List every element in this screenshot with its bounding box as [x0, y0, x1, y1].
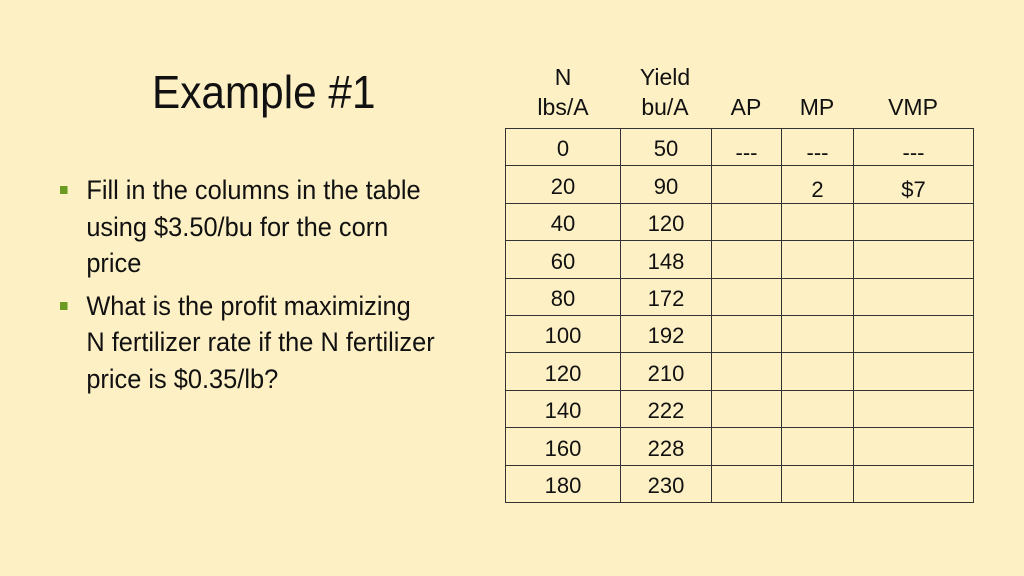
cell-mp [782, 465, 854, 502]
header-mp: MP [799, 94, 835, 120]
header-n-line2: lbs/A [537, 94, 589, 120]
cell-n: 0 [506, 129, 621, 166]
bullet-text: Fill in the columns in the table using $3.50/bu for the corn price [86, 175, 421, 278]
header-ap: AP [730, 94, 762, 120]
cell-mp: --- [782, 129, 854, 166]
cell-yield: 50 [621, 129, 712, 166]
cell-ap [712, 166, 782, 203]
cell-ap [712, 465, 782, 502]
cell-yield: 230 [621, 465, 712, 502]
cell-ap [712, 203, 782, 240]
cell-vmp [854, 278, 974, 315]
cell-ap [712, 428, 782, 465]
cell-vmp: $7 [854, 166, 974, 203]
bullet-item [60, 288, 436, 398]
cell-n: 180 [506, 465, 621, 502]
table-row [506, 353, 974, 390]
cell-n: 100 [506, 315, 621, 352]
bullet-item [60, 172, 436, 282]
cell-yield: 148 [621, 241, 712, 278]
cell-n: 20 [506, 166, 621, 203]
cell-ap [712, 353, 782, 390]
table-row [506, 203, 974, 240]
table-row [506, 315, 974, 352]
table-row [506, 278, 974, 315]
header-yield [620, 62, 710, 122]
cell-ap [712, 390, 782, 427]
cell-vmp [854, 390, 974, 427]
cell-n: 140 [506, 390, 621, 427]
cell-vmp [854, 203, 974, 240]
cell-vmp [854, 428, 974, 465]
table-row [506, 166, 974, 203]
cell-vmp [854, 315, 974, 352]
cell-n: 120 [506, 353, 621, 390]
cell-mp [782, 241, 854, 278]
cell-yield: 210 [621, 353, 712, 390]
cell-yield: 90 [621, 166, 712, 203]
square-bullet-icon [60, 302, 68, 310]
cell-yield: 120 [621, 203, 712, 240]
cell-mp: 2 [782, 166, 854, 203]
bullet-text: What is the profit maximizing N fertilizer rate if the N fertilizer price is $0.35/lb? [86, 290, 435, 394]
table-row [506, 129, 974, 166]
cell-mp [782, 428, 854, 465]
slide-title: Example #1 [152, 66, 376, 118]
cell-vmp [854, 465, 974, 502]
cell-vmp: --- [854, 129, 974, 166]
cell-mp [782, 390, 854, 427]
header-yield-line1: Yield [639, 64, 691, 90]
cell-yield: 222 [621, 390, 712, 427]
cell-ap [712, 241, 782, 278]
cell-mp [782, 315, 854, 352]
cell-n: 60 [506, 241, 621, 278]
cell-ap [712, 315, 782, 352]
table-row [506, 390, 974, 427]
header-n-line1: N [554, 64, 572, 90]
cell-mp [782, 353, 854, 390]
square-bullet-icon [60, 186, 68, 194]
table-body [506, 129, 974, 503]
header-vmp: VMP [888, 94, 938, 120]
cell-ap: --- [712, 129, 782, 166]
table-row [506, 465, 974, 502]
data-table [505, 128, 974, 503]
cell-vmp [854, 353, 974, 390]
cell-yield: 192 [621, 315, 712, 352]
table-row [506, 428, 974, 465]
header-n [515, 62, 611, 122]
cell-mp [782, 278, 854, 315]
table-row [506, 241, 974, 278]
bullet-list [60, 172, 460, 403]
cell-yield: 228 [621, 428, 712, 465]
cell-vmp [854, 241, 974, 278]
cell-n: 80 [506, 278, 621, 315]
cell-ap [712, 278, 782, 315]
cell-mp [782, 203, 854, 240]
cell-n: 160 [506, 428, 621, 465]
cell-yield: 172 [621, 278, 712, 315]
header-yield-line2: bu/A [641, 94, 689, 120]
cell-n: 40 [506, 203, 621, 240]
